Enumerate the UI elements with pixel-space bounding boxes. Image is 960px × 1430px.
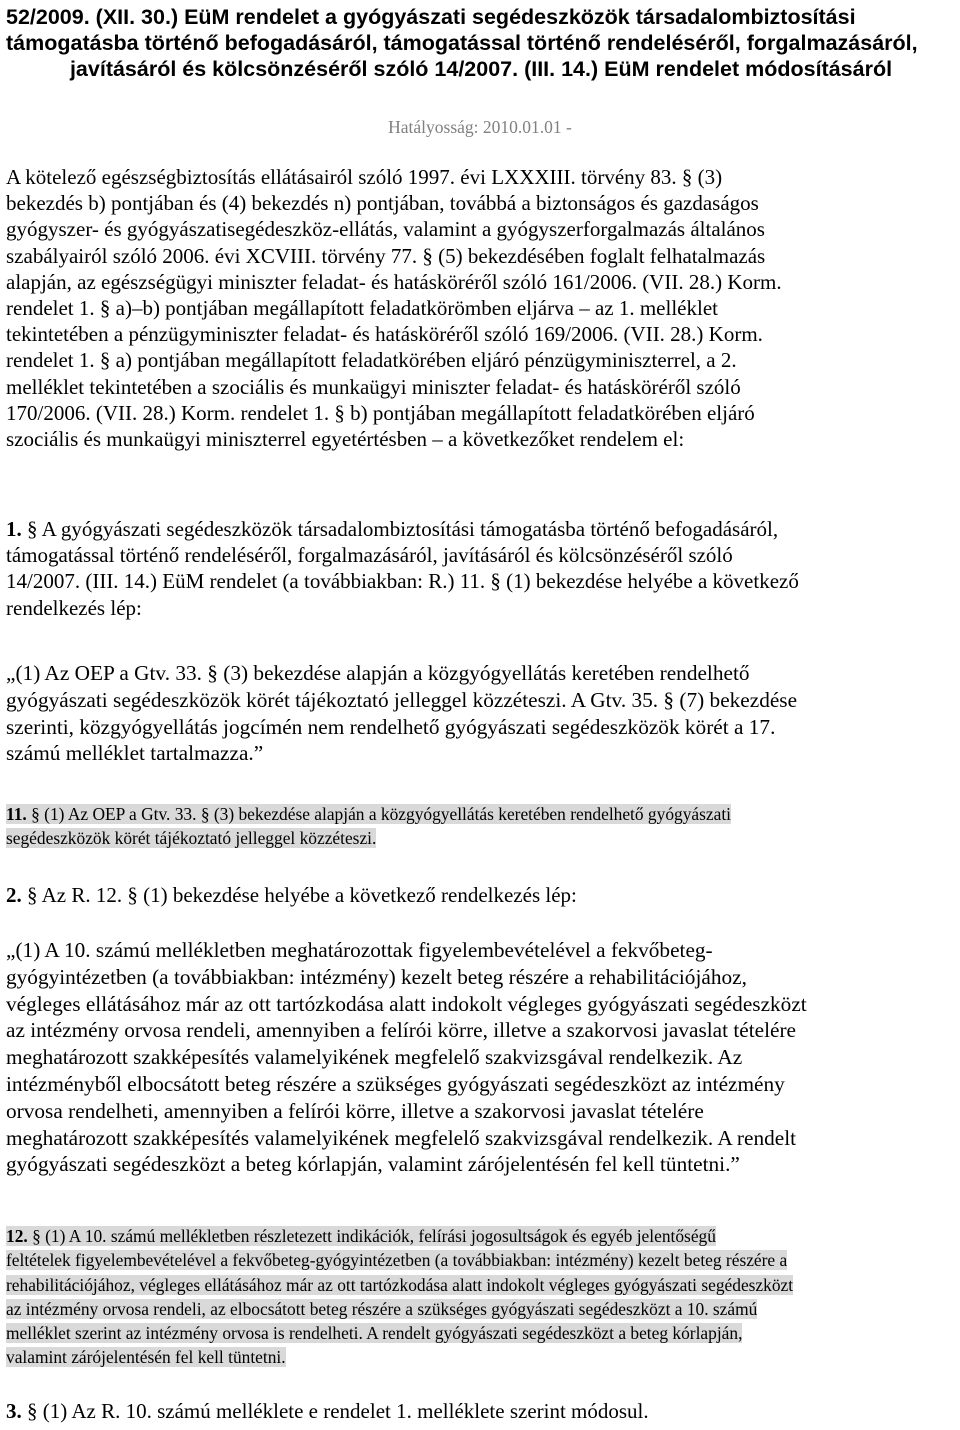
- old-text-line: § (1) A 10. számú mellékletben részletezett indikációk, felírási jogosultságok és egyéb jelentőségű: [27, 1226, 716, 1246]
- old-text-line: rehabilitációjához, végleges ellátásához már az ott tartózkodása alatt indokolt végleges gyógyászati segédeszközt: [6, 1274, 794, 1295]
- quote-line: számú melléklet tartalmazza.”: [6, 741, 264, 766]
- preamble-line: szociális és munkaügyi miniszterrel egyetértésben – a következőket rendelem el:: [6, 427, 685, 452]
- quote-line: meghatározott szakképesítés valamelyikének megfelelő szakvizsgával rendelkezik. A rendelt: [6, 1125, 797, 1150]
- preamble-line: melléklet tekintetében a szociális és munkaügyi miniszter feladat- és hatásköréről szóló: [6, 374, 741, 399]
- old-text-line: valamint zárójelentésén fel kell tüntetni.: [6, 1347, 286, 1368]
- preamble-line: bekezdés b) pontjában és (4) bekezdés n) pontjában, továbbá a biztonságos és gazdaságos: [6, 191, 759, 216]
- quote-line: gyógyintézetben (a továbbiakban: intézmény) kezelt beteg részére a rehabilitációjához,: [6, 964, 747, 989]
- old-text-line: § (1) Az OEP a Gtv. 33. § (3) bekezdése alapján a közgyógyellátás keretében rendelhető gyógyászati: [26, 804, 731, 824]
- section-3: [6, 1398, 956, 1424]
- section-2: [6, 882, 956, 908]
- old-text-line: melléklet szerint az intézmény orvosa is rendelheti. A rendelt gyógyászati segédeszközt a beteg kórlapján,: [6, 1323, 743, 1344]
- preamble-line: gyógyszer- és gyógyászatisegédeszköz-ellátás, valamint a gyógyszerforgalmazás általános: [6, 217, 765, 242]
- validity-date: Hatályosság: 2010.01.01 -: [388, 117, 572, 137]
- old-text-line: segédeszközök körét tájékoztató jelleggel közzéteszi.: [6, 828, 377, 849]
- preamble-line: szabályairól szóló 2006. évi XCVIII. törvény 77. § (5) bekezdésében foglalt felhatalmazás: [6, 243, 766, 268]
- title-line-1: 52/2009. (XII. 30.) EüM rendelet a gyógyászati segédeszközök társadalombiztosítási: [6, 5, 856, 29]
- quote-line: meghatározott szakképesítés valamelyikének megfelelő szakvizsgával rendelkezik. Az: [6, 1045, 743, 1070]
- old-section-number: 11.: [6, 804, 27, 824]
- section-1-text: § A gyógyászati segédeszközök társadalombiztosítási támogatásba történő befogadásáról,: [21, 517, 779, 541]
- section-1-line: rendelkezés lép:: [6, 595, 142, 620]
- section-2-number: 2.: [6, 883, 22, 907]
- section-2-old-text: [6, 1224, 960, 1370]
- section-1-number: 1.: [6, 517, 22, 541]
- title-line-2: támogatásba történő befogadásáról, támogatással történő rendeléséről, forgalmazásáról,: [6, 31, 918, 55]
- section-1-line: támogatással történő rendeléséről, forgalmazásáról, javításáról és kölcsönzéséről szóló: [6, 543, 733, 568]
- preamble-line: alapján, az egészségügyi miniszter feladat- és hatásköréről szóló 161/2006. (VII. 28.) Korm.: [6, 269, 782, 294]
- quote-line: az intézmény orvosa rendeli, amennyiben a felírói körre, illetve a szakorvosi javaslat tételére: [6, 1018, 797, 1043]
- quote-line: szerinti, közgyógyellátás jogcímén nem rendelhető gyógyászati segédeszközök körét a 17.: [6, 714, 776, 739]
- section-1-line: 14/2007. (III. 14.) EüM rendelet (a továbbiakban: R.) 11. § (1) bekezdése helyébe a következő: [6, 569, 799, 594]
- title-line-3: javításáról és kölcsönzéséről szóló 14/2007. (III. 14.) EüM rendelet módosításáról: [69, 57, 893, 81]
- preamble-line: rendelet 1. § a)–b) pontjában megállapított feladatkörömben eljárva – az 1. melléklet: [6, 296, 718, 321]
- old-section-number: 12.: [6, 1226, 28, 1246]
- section-3-text: § (1) Az R. 10. számú melléklete e rendelet 1. melléklete szerint módosul.: [21, 1399, 649, 1423]
- preamble-line: A kötelező egészségbiztosítás ellátásairól szóló 1997. évi LXXXIII. törvény 83. § (3): [6, 165, 723, 189]
- document-title: [6, 4, 956, 82]
- quote-line: intézményből elbocsátott beteg részére a szükséges gyógyászati segédeszközt az intézmény: [6, 1071, 785, 1096]
- quote-line: végleges ellátásához már az ott tartózkodása alatt indokolt végleges gyógyászati segédeszközt: [6, 991, 807, 1016]
- quote-line: „(1) A 10. számú mellékletben meghatározottak figyelembevételével a fekvőbeteg-: [6, 938, 713, 962]
- quote-line: orvosa rendelheti, amennyiben a felírói körre, illetve a szakorvosi javaslat tételére: [6, 1098, 704, 1123]
- preamble-line: 170/2006. (VII. 28.) Korm. rendelet 1. § b) pontjában megállapított feladatkörében eljáró: [6, 400, 755, 425]
- section-1-quote: [6, 660, 956, 767]
- quote-line: gyógyászati segédeszközök körét tájékoztató jelleggel közzéteszi. A Gtv. 35. § (7) bekezdése: [6, 687, 798, 712]
- preamble-line: tekintetében a pénzügyminiszter feladat- és hatásköréről szóló 169/2006. (VII. 28.) Korm.: [6, 322, 763, 347]
- preamble-line: rendelet 1. § a) pontjában megállapított feladatkörében eljáró pénzügyminiszterrel, a 2.: [6, 348, 737, 373]
- section-2-intro: § Az R. 12. § (1) bekezdése helyébe a következő rendelkezés lép:: [21, 883, 577, 907]
- section-1: [6, 516, 956, 621]
- section-2-quote: [6, 937, 956, 1178]
- preamble: [6, 164, 956, 452]
- quote-line: „(1) Az OEP a Gtv. 33. § (3) bekezdése alapján a közgyógyellátás keretében rendelhető: [6, 661, 750, 685]
- quote-line: gyógyászati segédeszközt a beteg kórlapján, valamint zárójelentésén fel kell tüntetni.”: [6, 1152, 740, 1177]
- section-1-old-text: [6, 802, 960, 851]
- old-text-line: feltételek figyelembevételével a fekvőbeteg-gyógyintézetben (a továbbiakban: intézmény) kezelt beteg részére a: [6, 1250, 788, 1271]
- section-3-number: 3.: [6, 1399, 22, 1423]
- old-text-line: az intézmény orvosa rendeli, az elbocsátott beteg részére a szükséges gyógyászati segédeszközt a 10. számú: [6, 1298, 758, 1319]
